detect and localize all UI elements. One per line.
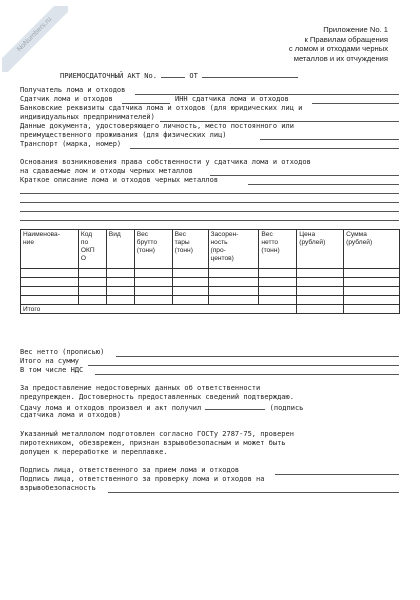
bank-details-label-line2: индивидуальных предпринимателей) (20, 113, 155, 121)
col-header-tare-weight (172, 230, 208, 269)
col-header-text: ние (23, 239, 34, 246)
table-cell[interactable] (134, 278, 172, 287)
header-line-3: с ломом и отходами черных (288, 44, 388, 54)
total-sum-blank[interactable] (88, 365, 399, 366)
table-cell[interactable] (21, 296, 79, 305)
col-header-text: нетто (261, 239, 279, 246)
seller-signature-blank[interactable] (205, 402, 265, 410)
label-text: Сдачу лома и отходов произвел и акт получил (20, 404, 202, 412)
transport-label: Транспорт (марка, номер) (20, 140, 122, 148)
col-header-sum (344, 230, 400, 269)
table-cell[interactable] (208, 287, 259, 296)
receiver-signature-blank[interactable] (275, 474, 399, 475)
total-sum-label: Итого на сумму (20, 357, 80, 365)
inn-label: ИНН сдатчика лома и отходов (175, 95, 289, 103)
brief-description-blank-line-4[interactable] (20, 211, 399, 212)
header-line-2: к Правилам обращения (304, 34, 388, 44)
table-cell[interactable] (106, 278, 134, 287)
col-header-text: Засорен- (210, 231, 239, 238)
table-cell[interactable] (208, 278, 259, 287)
vat-blank[interactable] (95, 374, 399, 375)
table-cell[interactable] (134, 269, 172, 278)
col-header-text: (тонн) (261, 247, 280, 254)
table-cell[interactable] (78, 296, 106, 305)
act-title-ot: ОТ (189, 72, 198, 80)
header-line-1: Приложение No. 1 (323, 25, 388, 34)
receiver-label: Получатель лома и отходов (20, 86, 126, 94)
header-line-4: металлов и их отчуждения (293, 53, 388, 63)
safety-signature-blank[interactable] (108, 492, 399, 493)
col-header-text: Вес (174, 231, 186, 238)
vat-label: В том числе НДС (20, 366, 84, 374)
table-cell[interactable] (172, 296, 208, 305)
seller-label: Сдатчик лома и отходов (20, 95, 113, 103)
table-cell[interactable] (259, 269, 297, 278)
table-cell[interactable] (259, 278, 297, 287)
warning-line-1: За предоставление недостоверных данных об ответственности (20, 384, 261, 392)
receiver-signature-label: Подпись лица, ответственного за прием лома и отходов (20, 466, 240, 474)
brief-description-label: Краткое описание лома и отходов черных металлов (20, 176, 219, 184)
col-header-text: ность (210, 239, 228, 246)
table-total-sum[interactable] (344, 305, 400, 314)
table-cell[interactable] (106, 296, 134, 305)
col-header-text: (рублей) (346, 239, 373, 246)
col-header-net-weight (259, 230, 297, 269)
table-cell[interactable] (297, 269, 344, 278)
table-cell[interactable] (344, 269, 400, 278)
table-cell[interactable] (208, 296, 259, 305)
ownership-basis-label-line2: на сдаваемые лом и отходы черных металлов (20, 167, 193, 175)
table-total-label: Итого (21, 305, 297, 314)
gost-line-1: Указанный металлолом подготовлен согласно ГОСТу 2787-75, проверен (20, 430, 294, 438)
col-header-text: Вес (261, 231, 273, 238)
col-header-text: брутто (136, 239, 158, 246)
brief-description-blank-line-5[interactable] (20, 220, 399, 221)
table-cell[interactable] (344, 296, 400, 305)
col-header-gross-weight (134, 230, 172, 269)
warning-line-4: сдатчика лома и отходов) (20, 411, 122, 419)
col-header-text: (тонн) (174, 247, 193, 254)
table-row (21, 278, 400, 287)
table-total-row (21, 305, 400, 314)
gost-line-2: пиротехником, обезврежен, признан взрывобезопасным и может быть (20, 439, 286, 447)
act-date-blank[interactable] (202, 70, 298, 78)
ownership-basis-blank[interactable] (210, 175, 399, 176)
table-cell[interactable] (21, 287, 79, 296)
table-cell[interactable] (344, 278, 400, 287)
table-total-price[interactable] (297, 305, 344, 314)
act-title (60, 70, 298, 81)
table-cell[interactable] (172, 269, 208, 278)
col-header-text: (про- (210, 247, 226, 254)
brief-description-blank[interactable] (248, 184, 399, 185)
col-header-text: ОКП (80, 247, 95, 254)
table-row (21, 296, 400, 305)
col-header-text: (тонн) (136, 247, 155, 254)
col-header-name (21, 230, 79, 269)
col-header-text: (рублей) (299, 239, 326, 246)
table-cell[interactable] (297, 278, 344, 287)
watermark (2, 6, 68, 72)
act-title-prefix: ПРИЕМОСДАТОЧНЫЙ АКТ No. (60, 72, 157, 80)
act-number-blank[interactable] (161, 70, 185, 78)
gost-line-3: допущен к переработке и переплавке. (20, 448, 168, 456)
goods-table (20, 229, 400, 314)
table-cell[interactable] (134, 287, 172, 296)
col-header-text: тары (174, 239, 190, 246)
table-cell[interactable] (297, 287, 344, 296)
table-cell[interactable] (297, 296, 344, 305)
col-header-text: Код (80, 231, 93, 238)
id-document-label-line1: Данные документа, удостоверяющего личность, место постоянного или (20, 122, 294, 130)
table-cell[interactable] (78, 287, 106, 296)
id-document-blank[interactable] (260, 139, 399, 140)
label-text: (подпись (269, 404, 304, 412)
warning-line-2: предупрежден. Достоверность предоставленных сведений подтверждаю. (20, 393, 294, 401)
table-row (21, 287, 400, 296)
table-row (21, 269, 400, 278)
col-header-text: Сумма (346, 231, 367, 238)
table-cell[interactable] (78, 269, 106, 278)
brief-description-blank-line-3[interactable] (20, 202, 399, 203)
ownership-basis-label-line1: Основания возникновения права собственности у сдатчика лома и отходов (20, 158, 311, 166)
net-weight-words-blank[interactable] (116, 356, 399, 357)
brief-description-blank-line-2[interactable] (20, 193, 399, 194)
safety-signature-label-line1: Подпись лица, ответственного за проверку лома и отходов на (20, 475, 265, 483)
col-header-text: Вид (108, 231, 121, 238)
table-cell[interactable] (78, 278, 106, 287)
id-document-label-line2: преимущественного проживания (для физических лиц) (20, 131, 227, 139)
col-header-okpo-code (78, 230, 106, 269)
col-header-text: центов) (210, 255, 234, 262)
safety-signature-label-line2: взрывобезопасность (20, 484, 96, 492)
col-header-text: Наименова- (23, 231, 60, 238)
table-cell[interactable] (106, 269, 134, 278)
table-cell[interactable] (259, 287, 297, 296)
table-cell[interactable] (344, 287, 400, 296)
table-cell[interactable] (172, 287, 208, 296)
col-header-text: Вес (136, 231, 149, 238)
transport-blank[interactable] (130, 148, 399, 149)
bank-details-label-line1: Банковские реквизиты сдатчика лома и отходов (для юридических лиц и (20, 104, 303, 112)
col-header-contamination (208, 230, 259, 269)
net-weight-words-label: Вес нетто (прописью) (20, 348, 105, 356)
table-cell[interactable] (21, 278, 79, 287)
table-cell[interactable] (106, 287, 134, 296)
watermark-text: NoNumbers.ru (2, 6, 68, 72)
col-header-text: по (80, 239, 89, 246)
inn-blank[interactable] (312, 103, 399, 104)
table-cell[interactable] (21, 269, 79, 278)
table-cell[interactable] (134, 296, 172, 305)
table-cell[interactable] (208, 269, 259, 278)
col-header-type (106, 230, 134, 269)
col-header-text: О (80, 255, 87, 262)
table-cell[interactable] (259, 296, 297, 305)
table-header-row (21, 230, 400, 269)
col-header-text: Цена (299, 231, 316, 238)
col-header-price (297, 230, 344, 269)
document-header (218, 25, 388, 63)
table-cell[interactable] (172, 278, 208, 287)
